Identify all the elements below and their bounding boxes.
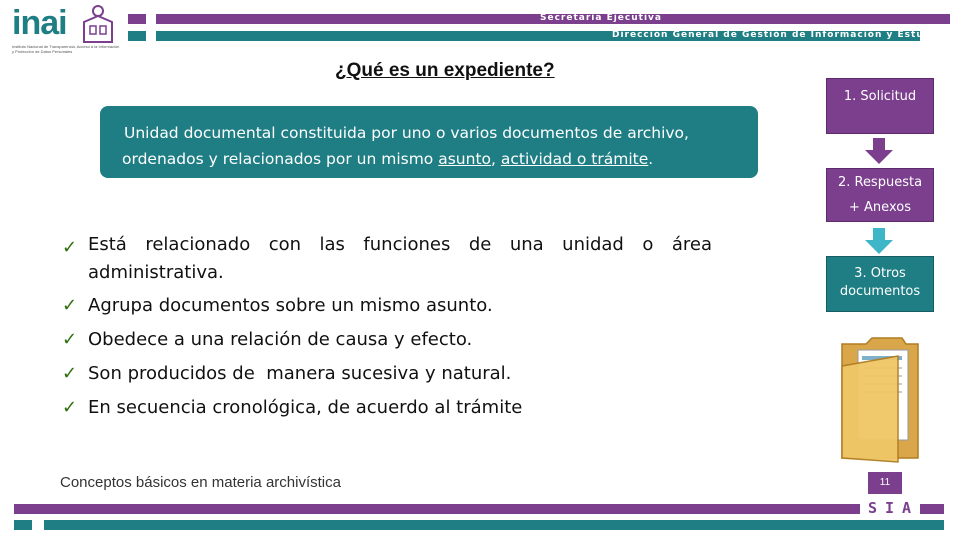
logo-text: inai <box>12 4 67 42</box>
definition-line-1: Unidad documental constituida por uno o varios documentos de archivo, <box>124 124 689 142</box>
list-item-text: Está relacionado con las funciones de una unidad o área administrativa. <box>88 234 712 283</box>
checkmark-icon: ✓ <box>62 363 78 384</box>
footer-bar-purple <box>14 504 860 514</box>
footer-bar-purple-right <box>920 504 944 514</box>
step-2-line-1: 2. Respuesta <box>837 175 923 190</box>
checkmark-icon: ✓ <box>62 295 78 316</box>
list-item <box>62 289 712 323</box>
list-item <box>62 323 712 357</box>
list-item-text: En secuencia cronológica, de acuerdo al trámite <box>88 397 523 418</box>
header-bar-left-2 <box>128 31 146 41</box>
building-logo-icon <box>80 4 116 44</box>
direccion-text: Dirección General de Gestión de Información y Estudios <box>612 30 949 40</box>
definition-text: ordenados y relacionados por un mismo <box>122 150 439 168</box>
step-3-line-2: documentos <box>839 284 921 299</box>
sia-brand: SIA <box>868 499 920 517</box>
definition-period: . <box>648 150 654 168</box>
definition-actividad: actividad o trámite <box>500 150 649 168</box>
step-1-label: 1. Solicitud <box>843 89 917 104</box>
folder-icon <box>836 336 924 466</box>
definition-comma: , <box>491 150 501 168</box>
page-number: 11 <box>868 472 902 494</box>
step-otros-documentos <box>826 256 934 312</box>
down-arrow-icon <box>865 138 893 164</box>
list-item <box>62 391 712 425</box>
header-bar-left-1 <box>128 14 146 24</box>
list-item-text: Agrupa documentos sobre un mismo asunto. <box>88 295 493 316</box>
step-3-line-1: 3. Otros <box>854 266 906 281</box>
secretaria-text: Secretaría Ejecutiva <box>540 13 662 23</box>
footer-bar-teal-left <box>14 520 32 530</box>
checkmark-icon: ✓ <box>62 237 78 258</box>
list-item-text: Son producidos de manera sucesiva y natural. <box>88 363 512 384</box>
definition-line-2 <box>122 146 653 172</box>
step-respuesta <box>826 168 934 222</box>
footer-note: Conceptos básicos en materia archivística <box>60 474 341 491</box>
definition-box <box>100 106 758 178</box>
checkmark-icon: ✓ <box>62 329 78 350</box>
footer-bar-teal <box>44 520 944 530</box>
list-item <box>62 357 712 391</box>
list-item-text: Obedece a una relación de causa y efecto. <box>88 329 473 350</box>
characteristics-list <box>62 231 712 425</box>
checkmark-icon: ✓ <box>62 397 78 418</box>
list-item <box>62 231 712 287</box>
step-2-line-2: + Anexos <box>849 200 911 215</box>
logo-subtitle: Instituto Nacional de Transparencia, Acceso a la Información y Protección de Datos Personales <box>12 44 120 54</box>
definition-asunto: asunto <box>438 150 492 168</box>
page-title: ¿Qué es un expediente? <box>335 60 555 81</box>
step-solicitud <box>826 78 934 134</box>
down-arrow-icon <box>865 228 893 254</box>
